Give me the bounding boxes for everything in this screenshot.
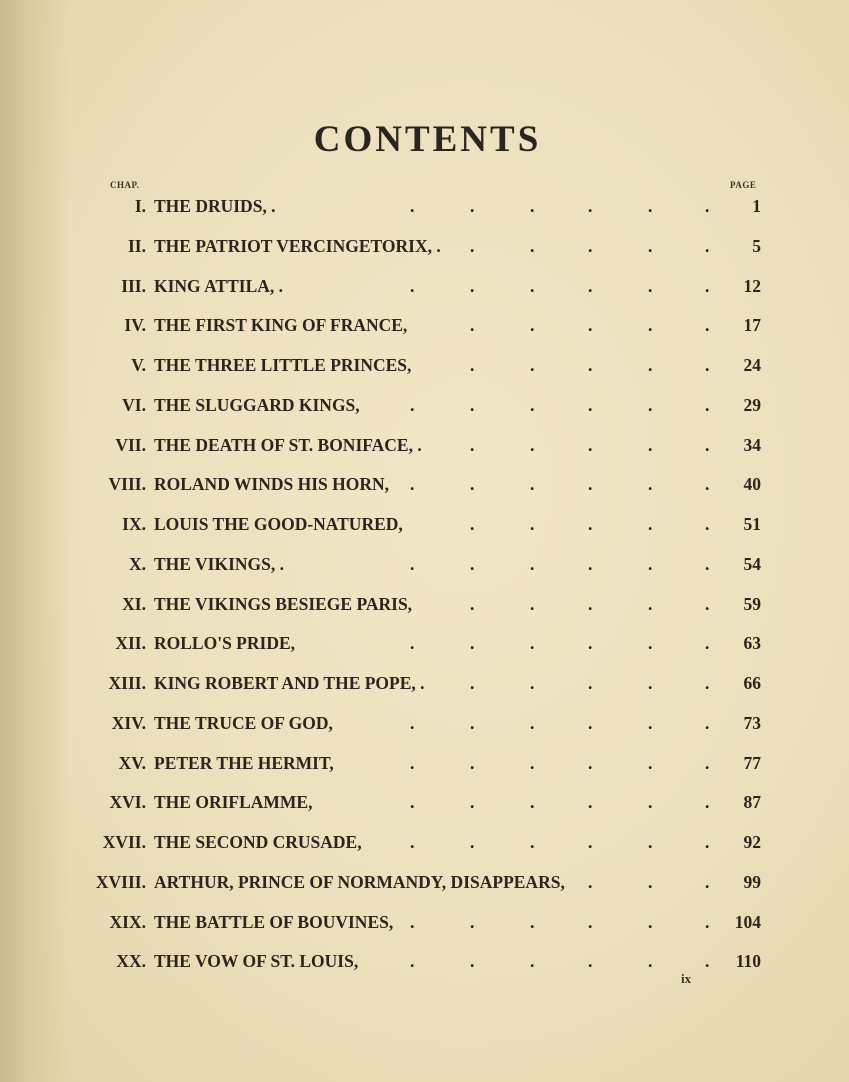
toc-entry [0, 464, 849, 504]
toc-entry [0, 623, 849, 663]
page-number: 77 [743, 752, 761, 773]
chapter-title: KING ROBERT AND THE POPE, . [154, 673, 425, 693]
page-number: 104 [734, 911, 761, 932]
page-number: 34 [743, 434, 761, 455]
chapter-column-header: CHAP. [110, 180, 140, 190]
chapter-title: LOUIS THE GOOD-NATURED, [154, 514, 403, 534]
dot-leader: . . . . . . [410, 951, 710, 972]
chapter-number: XX. [116, 951, 146, 972]
dot-leader: . . . . . . [410, 633, 710, 654]
dot-leader: . . . . . [470, 593, 710, 614]
toc-entry [0, 305, 849, 345]
chapter-number: XIV. [111, 712, 146, 733]
dot-leader: . . . . . [470, 434, 710, 455]
chapter-number: XII. [115, 633, 146, 654]
toc-entry [0, 663, 849, 703]
chapter-number: III. [121, 275, 146, 296]
toc-entry [0, 703, 849, 743]
chapter-number: I. [134, 196, 146, 216]
toc-entry [0, 743, 849, 783]
page-number: 92 [743, 832, 761, 852]
toc-entry [0, 941, 849, 981]
chapter-number: VIII. [108, 474, 146, 495]
dot-leader: . . . . . . [410, 474, 710, 495]
dot-leader: . . . [588, 871, 710, 892]
chapter-title: THE THREE LITTLE PRINCES, [154, 355, 412, 375]
toc-entry [0, 345, 849, 385]
dot-leader: . . . . . . [410, 911, 710, 932]
chapter-number: XIX. [109, 911, 146, 932]
page-folio: ix [681, 971, 692, 986]
chapter-title: THE DRUIDS, . [154, 196, 276, 216]
page-number: 29 [743, 394, 761, 415]
chapter-number: XVIII. [95, 871, 146, 892]
page-number: 12 [743, 275, 761, 296]
chapter-title: ARTHUR, PRINCE OF NORMANDY, DISAPPEARS, [154, 871, 565, 892]
toc-entry [0, 186, 849, 226]
page-column-header: PAGE [730, 180, 757, 190]
chapter-title: PETER THE HERMIT, [154, 752, 334, 773]
dot-leader: . . . . . [470, 673, 710, 693]
dot-leader: . . . . . . [410, 712, 710, 733]
chapter-title: THE SLUGGARD KINGS, [154, 394, 360, 415]
chapter-title: ROLLO'S PRIDE, [154, 633, 295, 654]
chapter-title: THE BATTLE OF BOUVINES, [154, 911, 394, 932]
page-number: 40 [743, 474, 761, 495]
toc-entry [0, 385, 849, 425]
dot-leader: . . . . . [470, 514, 710, 534]
chapter-number: XVII. [102, 832, 146, 852]
dot-leader: . . . . . [470, 315, 710, 336]
chapter-title: THE VOW OF ST. LOUIS, [154, 951, 359, 972]
page-number: 73 [743, 712, 761, 733]
chapter-number: XI. [122, 593, 146, 614]
chapter-title: ROLAND WINDS HIS HORN, [154, 474, 389, 495]
page-number: 17 [743, 315, 761, 336]
chapter-title: THE DEATH OF ST. BONIFACE, . [154, 434, 422, 455]
page-number: 99 [743, 871, 761, 892]
chapter-number: V. [131, 355, 146, 375]
page-number: 66 [743, 673, 761, 693]
table-of-contents [0, 186, 849, 981]
chapter-title: THE VIKINGS, . [154, 553, 284, 574]
toc-entry [0, 862, 849, 902]
dot-leader: . . . . . . [410, 752, 710, 773]
page-title: CONTENTS [313, 119, 542, 160]
dot-leader: . . . . . . [410, 196, 710, 216]
chapter-title: THE FIRST KING OF FRANCE, [154, 315, 408, 336]
page-number: 5 [752, 235, 761, 256]
toc-entry [0, 782, 849, 822]
chapter-title: THE PATRIOT VERCINGETORIX, . [154, 235, 441, 256]
dot-leader: . . . . . . [410, 792, 710, 813]
page-number: 24 [743, 355, 761, 375]
page-number: 54 [743, 553, 761, 574]
chapter-title: THE VIKINGS BESIEGE PARIS, [154, 593, 413, 614]
toc-entry [0, 504, 849, 544]
chapter-number: IX. [122, 514, 146, 534]
chapter-title: THE ORIFLAMME, [154, 792, 313, 813]
chapter-number: XV. [118, 752, 146, 773]
chapter-title: THE TRUCE OF GOD, [154, 712, 333, 733]
toc-entry [0, 266, 849, 306]
chapter-number: X. [128, 553, 146, 574]
toc-entry [0, 822, 849, 862]
page-number: 51 [743, 514, 761, 534]
toc-entry [0, 584, 849, 624]
page-number: 87 [743, 792, 761, 813]
page-number: 110 [735, 951, 761, 972]
chapter-title: KING ATTILA, . [154, 275, 284, 296]
toc-entry [0, 544, 849, 584]
page-number: 1 [752, 196, 761, 216]
toc-entry [0, 226, 849, 266]
toc-entry [0, 425, 849, 465]
page-number: 59 [743, 593, 761, 614]
chapter-number: IV. [124, 315, 146, 336]
chapter-number: VII. [115, 434, 146, 455]
dot-leader: . . . . . . [410, 394, 710, 415]
dot-leader: . . . . . . [410, 553, 710, 574]
chapter-number: II. [128, 235, 146, 256]
toc-entry [0, 902, 849, 942]
dot-leader: . . . . . [470, 355, 710, 375]
dot-leader: . . . . . . [410, 275, 710, 296]
chapter-number: VI. [122, 394, 146, 415]
page-number: 63 [743, 633, 761, 654]
chapter-number: XIII. [108, 673, 146, 693]
dot-leader: . . . . . . [410, 832, 710, 852]
dot-leader: . . . . . [470, 235, 710, 256]
chapter-number: XVI. [109, 792, 146, 813]
chapter-title: THE SECOND CRUSADE, [154, 832, 362, 852]
